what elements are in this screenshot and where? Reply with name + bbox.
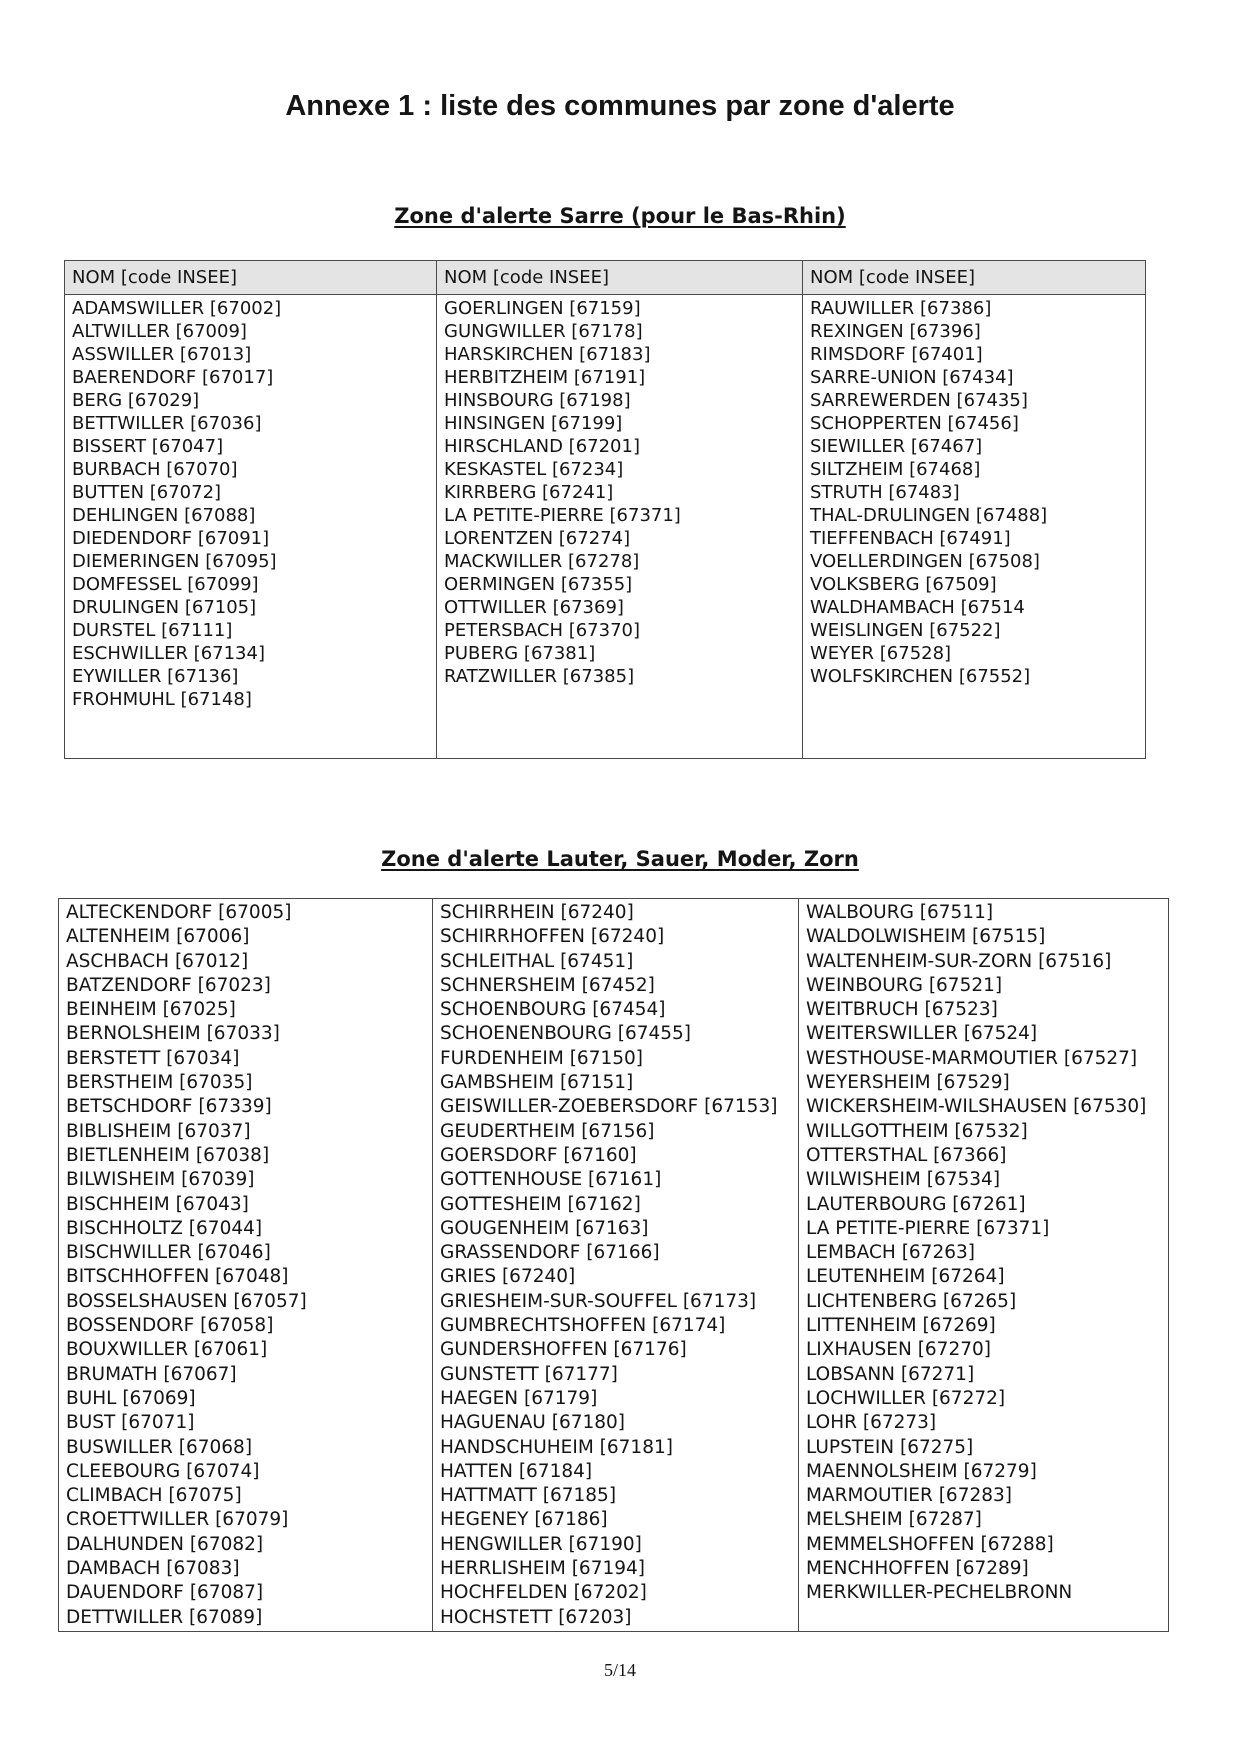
commune-item: BATZENDORF [67023] [66,974,271,996]
commune-item: SCHIRRHEIN [67240] [440,902,634,923]
commune-item: BOSSELSHAUSEN [67057] [66,1290,307,1312]
commune-item: CLIMBACH [67075] [66,1485,242,1507]
commune-item: OTTERSTHAL [67366] [806,1144,1007,1166]
commune-item: MERKWILLER-PECHELBRONN [806,1582,1073,1604]
commune-item: RAUWILLER [67386] [810,298,992,319]
commune-item: BIBLISHEIM [67037] [66,1120,251,1142]
commune-item: BITSCHHOFFEN [67048] [66,1266,289,1288]
commune-item: ASSWILLER [67013] [72,344,252,365]
commune-item: BOSSENDORF [67058] [66,1315,274,1337]
commune-item: ALTECKENDORF [67005] [66,902,292,923]
commune-item: LITTENHEIM [67269] [806,1315,996,1337]
commune-item: WALDOLWISHEIM [67515] [806,926,1046,948]
commune-item: SARREWERDEN [67435] [810,390,1028,411]
commune-item: ESCHWILLER [67134] [72,643,265,664]
commune-item: BILWISHEIM [67039] [66,1169,255,1191]
commune-item: HANDSCHUHEIM [67181] [440,1436,673,1458]
commune-item: SCHIRRHOFFEN [67240] [440,926,665,948]
table-column-cell [59,899,433,1632]
commune-item: LEUTENHEIM [67264] [806,1266,1005,1288]
table-header-row [65,261,1146,295]
commune-item: WOLFSKIRCHEN [67552] [810,666,1031,687]
commune-item: LOBSANN [67271] [806,1363,975,1385]
commune-item: REXINGEN [67396] [810,321,981,342]
commune-item: WALBOURG [67511] [806,902,994,923]
commune-item: HOCHSTETT [67203] [440,1606,632,1628]
commune-item: BERG [67029] [72,390,200,411]
commune-item: HEGENEY [67186] [440,1509,608,1531]
zone-sarre-table [64,260,1146,759]
table-column-cell [437,295,803,759]
commune-item: GOTTESHEIM [67162] [440,1193,641,1215]
commune-item: LA PETITE-PIERRE [67371] [444,505,681,526]
commune-item: SCHOENENBOURG [67455] [440,1023,692,1045]
commune-item: TIEFFENBACH [67491] [810,528,1011,549]
commune-item: ADAMSWILLER [67002] [72,298,282,319]
commune-item: BOUXWILLER [67061] [66,1339,268,1361]
commune-item: SCHNERSHEIM [67452] [440,974,655,996]
commune-item: DURSTEL [67111] [72,620,233,641]
commune-item: LORENTZEN [67274] [444,528,631,549]
commune-item: VOLKSBERG [67509] [810,574,997,595]
commune-item: LUPSTEIN [67275] [806,1436,974,1458]
commune-item: BAERENDORF [67017] [72,367,274,388]
commune-item: DAMBACH [67083] [66,1558,240,1580]
commune-item: LAUTERBOURG [67261] [806,1193,1026,1215]
commune-item: BISSERT [67047] [72,436,224,457]
zone-lauter-title: Zone d'alerte Lauter, Sauer, Moder, Zorn [381,847,859,871]
commune-item: WEITBRUCH [67523] [806,999,998,1021]
commune-item: BURBACH [67070] [72,459,238,480]
commune-item: HENGWILLER [67190] [440,1533,642,1555]
commune-item: FROHMUHL [67148] [72,689,252,710]
commune-item: THAL-DRULINGEN [67488] [810,505,1048,526]
commune-item: SCHLEITHAL [67451] [440,950,634,972]
commune-item: HERRLISHEIM [67194] [440,1558,645,1580]
commune-item: WILWISHEIM [67534] [806,1169,1001,1191]
commune-item: SARRE-UNION [67434] [810,367,1014,388]
commune-item: LA PETITE-PIERRE [67371] [806,1217,1050,1239]
commune-item: STRUTH [67483] [810,482,960,503]
commune-item: BUSWILLER [67068] [66,1436,253,1458]
commune-list [806,901,1164,1606]
commune-item: BUST [67071] [66,1412,195,1434]
commune-item: GAMBSHEIM [67151] [440,1072,634,1094]
commune-item: GRIES [67240] [440,1266,576,1288]
commune-item: SILTZHEIM [67468] [810,459,981,480]
commune-list [444,297,798,688]
commune-item: GEUDERTHEIM [67156] [440,1120,655,1142]
commune-item: GRASSENDORF [67166] [440,1242,660,1264]
commune-item: HATTEN [67184] [440,1460,593,1482]
commune-item: WALDHAMBACH [67514 [810,597,1025,618]
commune-item: WEYERSHEIM [67529] [806,1072,1010,1094]
commune-item: DRULINGEN [67105] [72,597,257,618]
commune-item: BETSCHDORF [67339] [66,1096,272,1118]
commune-item: BIETLENHEIM [67038] [66,1144,270,1166]
commune-item: HARSKIRCHEN [67183] [444,344,651,365]
commune-item: OTTWILLER [67369] [444,597,624,618]
commune-item: HAEGEN [67179] [440,1387,598,1409]
table-column-cell [803,295,1146,759]
commune-item: DIEDENDORF [67091] [72,528,270,549]
commune-item: SCHOPPERTEN [67456] [810,413,1019,434]
commune-item: SCHOENBOURG [67454] [440,999,666,1021]
commune-item: BEINHEIM [67025] [66,999,236,1021]
commune-item: GOTTENHOUSE [67161] [440,1169,662,1191]
commune-item: DIEMERINGEN [67095] [72,551,277,572]
commune-item: BUHL [67069] [66,1387,196,1409]
commune-item: HIRSCHLAND [67201] [444,436,640,457]
commune-item: HINSBOURG [67198] [444,390,631,411]
commune-item: WEINBOURG [67521] [806,974,1003,996]
commune-item: BRUMATH [67067] [66,1363,237,1385]
table-row [65,295,1146,759]
commune-item: WEYER [67528] [810,643,952,664]
commune-item: CROETTWILLER [67079] [66,1509,289,1531]
commune-item: HATTMATT [67185] [440,1485,617,1507]
commune-item: WESTHOUSE-MARMOUTIER [67527] [806,1047,1138,1069]
commune-item: MACKWILLER [67278] [444,551,640,572]
commune-item: WEISLINGEN [67522] [810,620,1001,641]
table-column-cell [799,899,1169,1632]
commune-list [440,901,794,1630]
commune-item: GUMBRECHTSHOFFEN [67174] [440,1315,726,1337]
commune-item: ALTENHEIM [67006] [66,926,250,948]
commune-item: WALTENHEIM-SUR-ZORN [67516] [806,950,1112,972]
commune-item: LOCHWILLER [67272] [806,1387,1006,1409]
commune-list [810,297,1141,688]
commune-item: BETTWILLER [67036] [72,413,262,434]
table-column-cell [433,899,799,1632]
commune-item: WILLGOTTHEIM [67532] [806,1120,1028,1142]
commune-list [72,297,432,711]
commune-item: DEHLINGEN [67088] [72,505,256,526]
commune-item: LEMBACH [67263] [806,1242,975,1264]
commune-item: CLEEBOURG [67074] [66,1460,260,1482]
commune-item: GUNSTETT [67177] [440,1363,618,1385]
page-title: Annexe 1 : liste des communes par zone d'alerte [285,90,955,122]
commune-item: OERMINGEN [67355] [444,574,633,595]
commune-item: GRIESHEIM-SUR-SOUFFEL [67173] [440,1290,757,1312]
commune-item: GEISWILLER-ZOEBERSDORF [67153] [440,1096,778,1118]
commune-item: GOERLINGEN [67159] [444,298,641,319]
commune-item: GUNGWILLER [67178] [444,321,643,342]
commune-item: HINSINGEN [67199] [444,413,623,434]
commune-item: LIXHAUSEN [67270] [806,1339,991,1361]
column-header: NOM [code INSEE] [803,261,1146,295]
commune-item: LOHR [67273] [806,1412,937,1434]
commune-item: BISCHWILLER [67046] [66,1242,271,1264]
commune-item: BERSTHEIM [67035] [66,1072,253,1094]
commune-item: SIEWILLER [67467] [810,436,983,457]
table-column-cell [65,295,437,759]
commune-item: GOERSDORF [67160] [440,1144,637,1166]
commune-item: WICKERSHEIM-WILSHAUSEN [67530] [806,1096,1147,1118]
column-header: NOM [code INSEE] [437,261,803,295]
commune-item: HERBITZHEIM [67191] [444,367,646,388]
commune-item: BERSTETT [67034] [66,1047,240,1069]
commune-item: DOMFESSEL [67099] [72,574,259,595]
column-header: NOM [code INSEE] [65,261,437,295]
commune-item: DAUENDORF [67087] [66,1582,264,1604]
commune-item: PETERSBACH [67370] [444,620,641,641]
commune-list [66,901,428,1630]
commune-item: MEMMELSHOFFEN [67288] [806,1533,1054,1555]
commune-item: BISCHHOLTZ [67044] [66,1217,263,1239]
page-number: 5/14 [603,1660,636,1680]
commune-item: FURDENHEIM [67150] [440,1047,643,1069]
commune-item: MARMOUTIER [67283] [806,1485,1013,1507]
commune-item: LICHTENBERG [67265] [806,1290,1017,1312]
commune-item: KESKASTEL [67234] [444,459,624,480]
commune-item: MENCHHOFFEN [67289] [806,1558,1029,1580]
commune-item: GUNDERSHOFFEN [67176] [440,1339,687,1361]
commune-item: MELSHEIM [67287] [806,1509,982,1531]
commune-item: KIRRBERG [67241] [444,482,614,503]
commune-item: RIMSDORF [67401] [810,344,983,365]
commune-item: GOUGENHEIM [67163] [440,1217,649,1239]
commune-item: PUBERG [67381] [444,643,596,664]
commune-item: VOELLERDINGEN [67508] [810,551,1040,572]
commune-item: HAGUENAU [67180] [440,1412,626,1434]
commune-item: WEITERSWILLER [67524] [806,1023,1038,1045]
commune-item: EYWILLER [67136] [72,666,239,687]
commune-item: RATZWILLER [67385] [444,666,635,687]
zone-sarre-title: Zone d'alerte Sarre (pour le Bas-Rhin) [394,204,846,228]
commune-item: BERNOLSHEIM [67033] [66,1023,280,1045]
commune-item: BUTTEN [67072] [72,482,222,503]
commune-item: DALHUNDEN [67082] [66,1533,264,1555]
commune-item: BISCHHEIM [67043] [66,1193,249,1215]
commune-item: MAENNOLSHEIM [67279] [806,1460,1037,1482]
commune-item: DETTWILLER [67089] [66,1606,263,1628]
commune-item: ALTWILLER [67009] [72,321,247,342]
table-row [59,899,1169,1632]
commune-item: ASCHBACH [67012] [66,950,249,972]
commune-item: HOCHFELDEN [67202] [440,1582,647,1604]
zone-lauter-table [58,898,1169,1632]
